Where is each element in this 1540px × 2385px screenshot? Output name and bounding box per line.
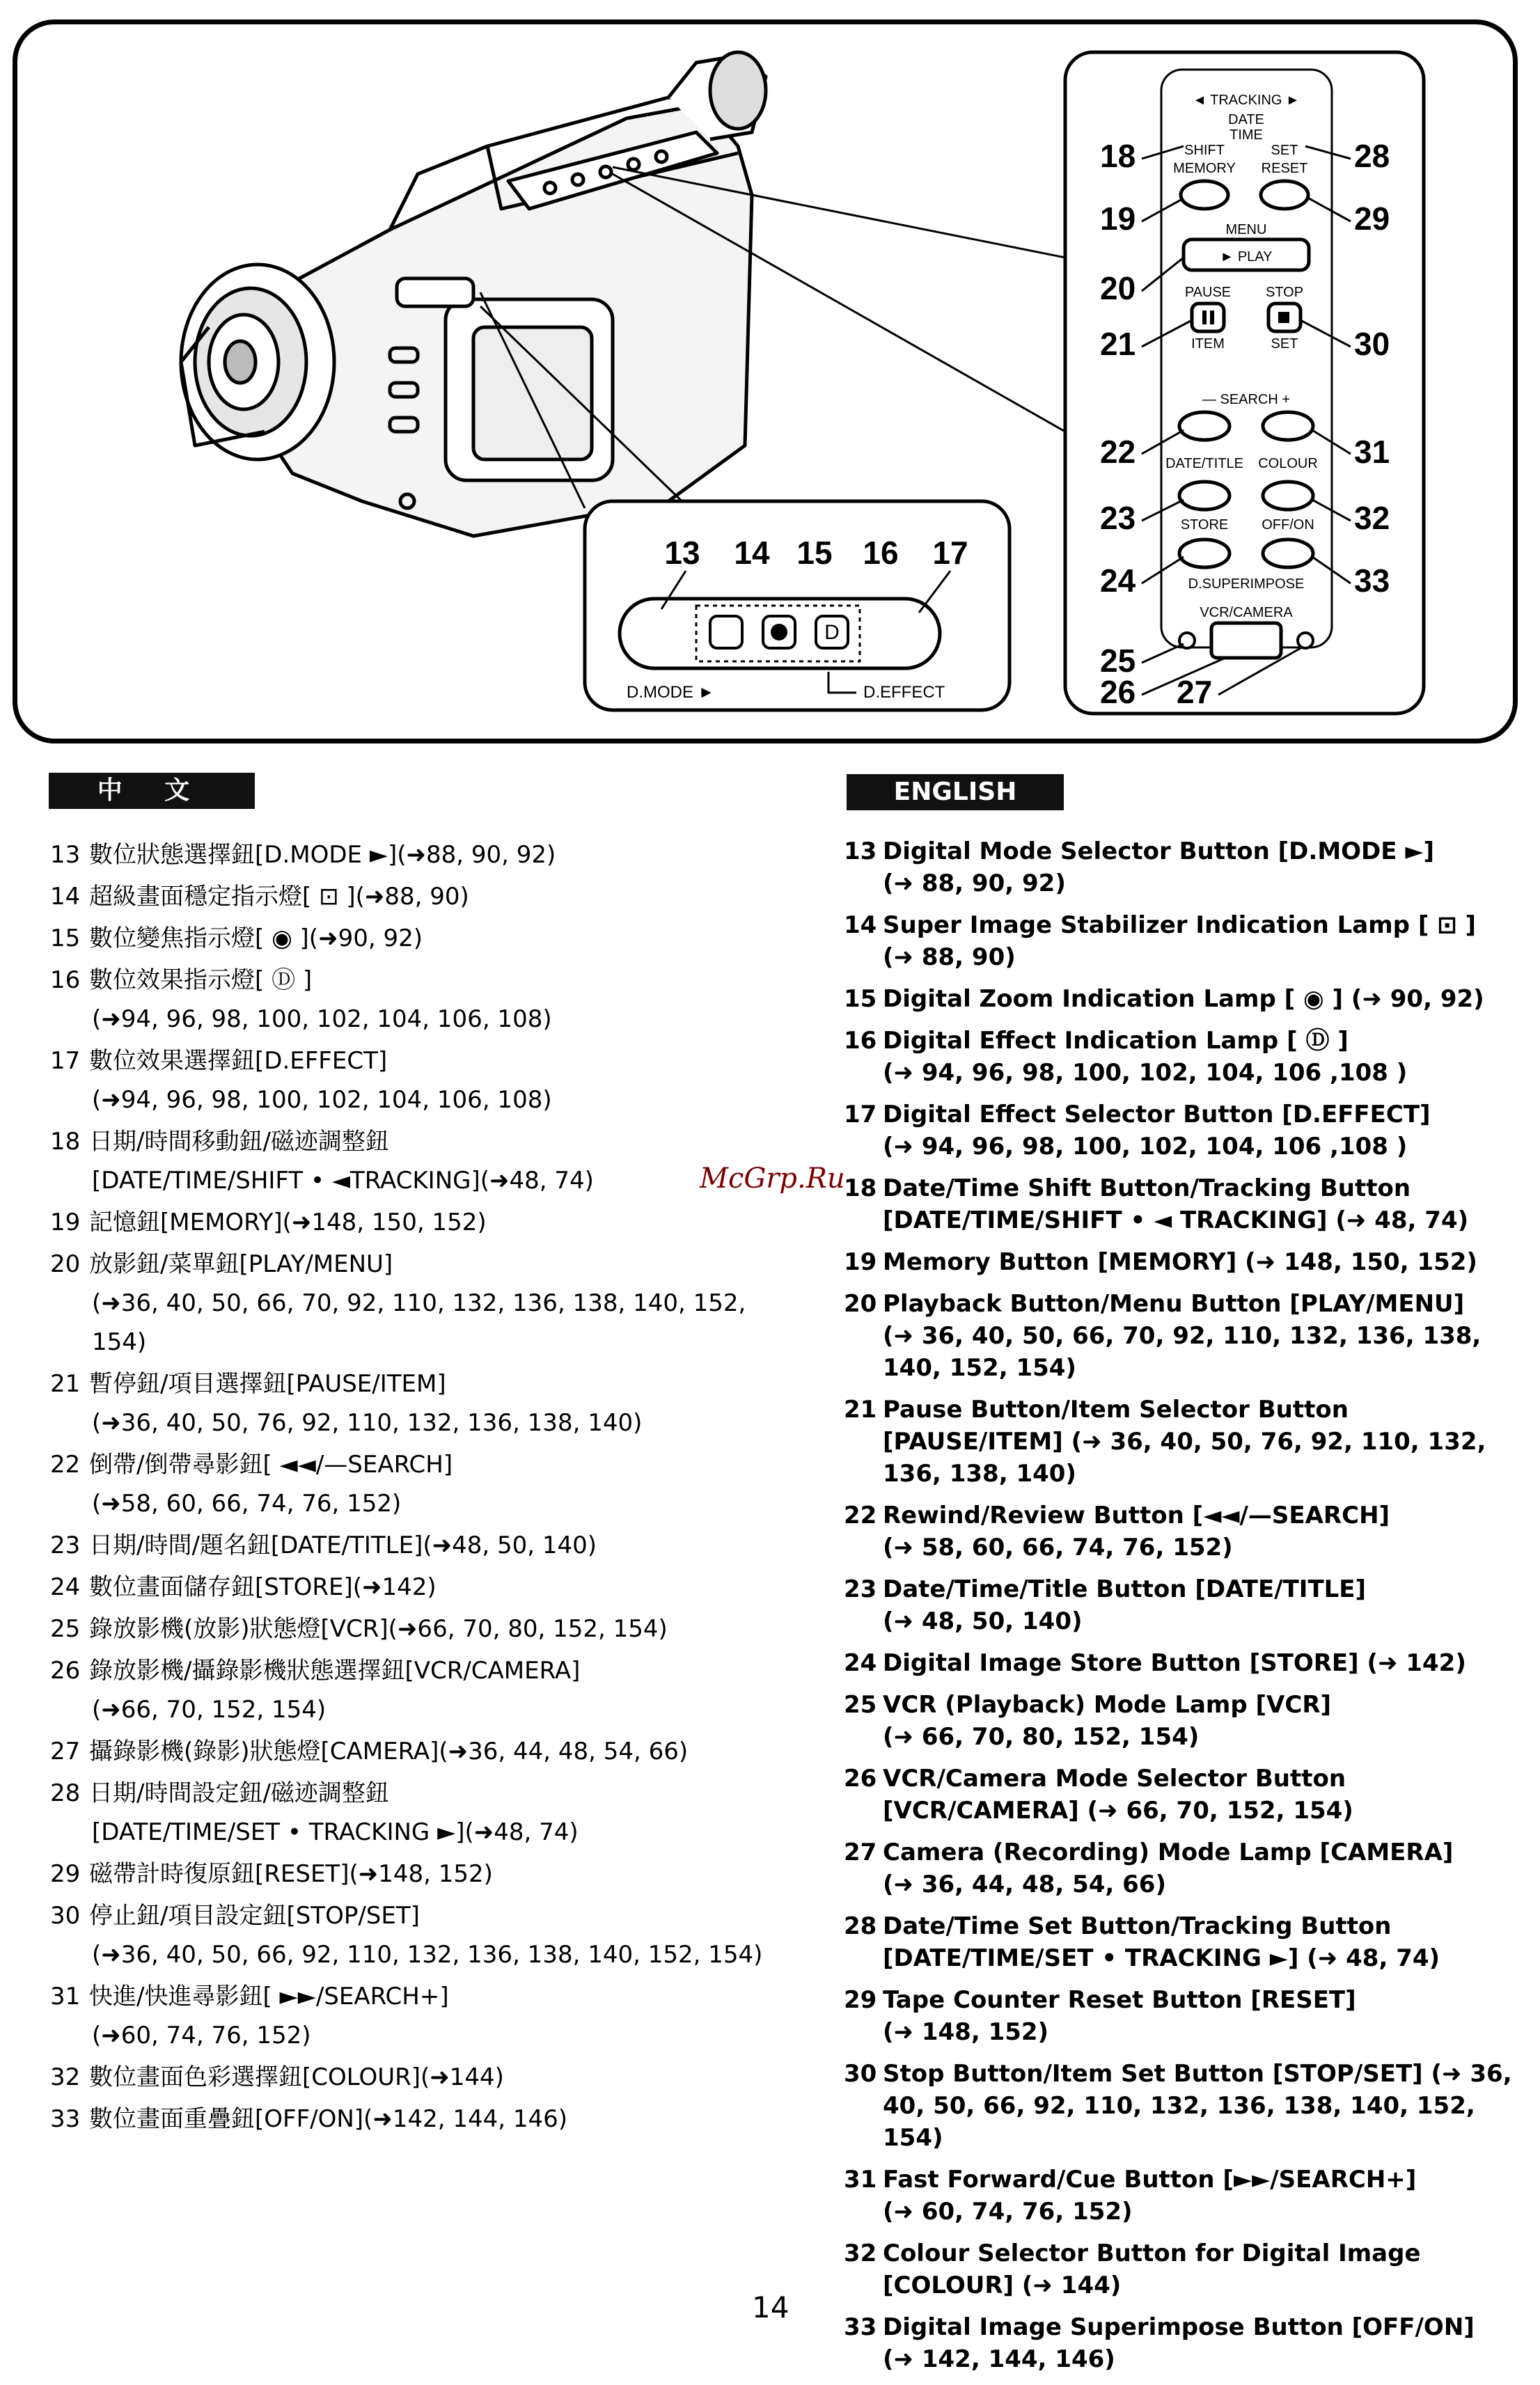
callout-22: 22: [1100, 434, 1136, 470]
callout-19: 19: [1100, 200, 1136, 237]
list-item: 20 放影鈕/菜單鈕[PLAY/MENU] (➜36, 40, 50, 66, 70, 92, 110, 132, 136, 138, 140, 152, 154): [50, 1250, 746, 1356]
list-item: 29 磁帶計時復原鈕[RESET](➜148, 152): [50, 1860, 493, 1888]
list-item: 16 Digital Effect Indication Lamp [ Ⓓ ] (➜ 94, 96, 98, 100, 102, 104, 106 ,108 ): [844, 1027, 1408, 1087]
search-label: — SEARCH +: [1202, 392, 1291, 407]
pause-button-shape: [1192, 304, 1224, 331]
list-item: 16 數位效果指示燈[ Ⓓ ] (➜94, 96, 98, 100, 102, 104, 106, 108): [50, 966, 552, 1033]
callout-16: 16: [863, 535, 899, 571]
list-item: 23 Date/Time/Title Button [DATE/TITLE] (➜ 48, 50, 140): [844, 1575, 1367, 1635]
list-item: 14 超級畫面穩定指示燈[ ⊡ ](➜88, 90): [50, 883, 469, 911]
chinese-item-list: [50, 835, 788, 2141]
callout-27: 27: [1177, 674, 1213, 710]
time-label: TIME: [1229, 127, 1263, 143]
camcorder-drawing: [181, 52, 1065, 536]
list-item: 21 暫停鈕/項目選擇鈕[PAUSE/ITEM] (➜36, 40, 50, 76, 92, 110, 132, 136, 138, 140): [50, 1370, 643, 1437]
memory-label: MEMORY: [1173, 161, 1236, 176]
chinese-section-header: 中 文: [49, 773, 255, 809]
menu-label: MENU: [1225, 222, 1267, 237]
list-item: 26 錄放影機/攝錄影機狀態選擇鈕[VCR/CAMERA] (➜66, 70, 152, 154): [50, 1657, 581, 1724]
callout-23: 23: [1100, 500, 1136, 536]
list-item: 18 Date/Time Shift Button/Tracking Button [DATE/TIME/SHIFT • ◄ TRACKING] (➜ 48, 74): [844, 1174, 1469, 1234]
camcorder-figure: [0, 0, 1540, 752]
list-item: 28 Date/Time Set Button/Tracking Button [DATE/TIME/SET • TRACKING ►] (➜ 48, 74): [844, 1912, 1440, 1972]
list-item: 31 快進/快進尋影鈕[ ►►/SEARCH+] (➜60, 74, 76, 152): [50, 1983, 449, 2049]
callout-30: 30: [1354, 326, 1390, 362]
list-item: 30 Stop Button/Item Set Button [STOP/SET] (➜ 36, 40, 50, 66, 92, 110, 132, 136, 138, 140, 152, 154): [844, 2060, 1512, 2152]
stop-label: STOP: [1265, 285, 1304, 300]
callout-15: 15: [796, 535, 833, 571]
callout-33: 33: [1354, 562, 1390, 599]
play-label: ► PLAY: [1220, 249, 1273, 265]
list-item: 22 倒帶/倒帶尋影鈕[ ◄◄/—SEARCH] (➜58, 60, 66, 74, 76, 152): [50, 1451, 453, 1518]
store-label: STORE: [1180, 517, 1229, 533]
callout-25: 25: [1100, 643, 1136, 679]
list-item: 33 數位畫面重疊鈕[OFF/ON](➜142, 144, 146): [50, 2105, 567, 2133]
d-superimpose-label: D.SUPERIMPOSE: [1188, 576, 1305, 592]
list-item: 23 日期/時間/題名鈕[DATE/TITLE](➜48, 50, 140): [50, 1532, 597, 1559]
list-item: 17 數位效果選擇鈕[D.EFFECT] (➜94, 96, 98, 100, 102, 104, 106, 108): [50, 1047, 552, 1114]
off-on-label: OFF/ON: [1262, 517, 1314, 533]
list-item: 26 VCR/Camera Mode Selector Button [VCR/CAMERA] (➜ 66, 70, 152, 154): [844, 1765, 1353, 1825]
list-item: 17 Digital Effect Selector Button [D.EFFECT] (➜ 94, 96, 98, 100, 102, 104, 106 ,108 ): [844, 1101, 1431, 1160]
inset-digital-buttons: [585, 501, 1009, 710]
list-item: 31 Fast Forward/Cue Button [►►/SEARCH+] (➜ 60, 74, 76, 152): [844, 2166, 1417, 2226]
list-item: 28 日期/時間設定鈕/磁迹調整鈕 [DATE/TIME/SET • TRACKING ►](➜48, 74): [50, 1779, 579, 1846]
english-section-header: ENGLISH: [847, 774, 1064, 810]
colour-label: COLOUR: [1258, 456, 1318, 471]
list-item: 24 Digital Image Store Button [STORE] (➜ 142): [844, 1649, 1466, 1677]
store-button-shape: [1179, 540, 1229, 567]
control-panel: [1065, 52, 1424, 714]
vcr-camera-label: VCR/CAMERA: [1200, 605, 1293, 620]
watermark: McGrp.Ru: [700, 1163, 845, 1195]
list-item: 15 數位變焦指示燈[ ◉ ](➜90, 92): [50, 924, 423, 952]
pause-label: PAUSE: [1184, 285, 1232, 300]
reset-button-shape: [1261, 181, 1308, 209]
shift-label: SHIFT: [1184, 143, 1225, 158]
list-item: 33 Digital Image Superimpose Button [OFF/ON] (➜ 142, 144, 146): [844, 2313, 1475, 2373]
callout-14: 14: [734, 535, 770, 571]
callout-13: 13: [664, 535, 700, 571]
callout-31: 31: [1354, 434, 1390, 470]
callout-24: 24: [1100, 562, 1136, 599]
english-item-list: [844, 835, 1519, 2385]
list-item: 22 Rewind/Review Button [◄◄/—SEARCH] (➜ 58, 60, 66, 74, 76, 152): [844, 1502, 1390, 1561]
memory-button-shape: [1181, 181, 1228, 209]
list-item: 20 Playback Button/Menu Button [PLAY/MENU] (➜ 36, 40, 50, 66, 70, 92, 110, 132, 136, 138, 140, 152, 154): [844, 1290, 1482, 1382]
effect-lamp-letter: D: [824, 621, 840, 644]
tracking-label: ◄ TRACKING ►: [1193, 93, 1300, 108]
callout-26: 26: [1100, 674, 1136, 710]
date-label: DATE: [1228, 112, 1264, 127]
set-small-label: SET: [1271, 336, 1298, 352]
callout-18: 18: [1100, 138, 1136, 174]
callout-32: 32: [1354, 500, 1390, 536]
list-item: 13 數位狀態選擇鈕[D.MODE ►](➜88, 90, 92): [50, 841, 556, 869]
callout-28: 28: [1354, 138, 1390, 174]
list-item: 24 數位畫面儲存鈕[STORE](➜142): [50, 1573, 437, 1601]
list-item: 25 VCR (Playback) Mode Lamp [VCR] (➜ 66, 70, 80, 152, 154): [844, 1691, 1332, 1751]
list-item: 15 Digital Zoom Indication Lamp [ ◉ ] (➜ 90, 92): [844, 985, 1484, 1013]
d-effect-label: D.EFFECT: [863, 683, 945, 702]
d-mode-label: D.MODE ►: [627, 683, 715, 702]
item-label: ITEM: [1191, 336, 1225, 352]
set-label: SET: [1271, 143, 1298, 158]
list-item: 25 錄放影機(放影)狀態燈[VCR](➜66, 70, 80, 152, 154): [50, 1615, 668, 1643]
ff-button-shape: [1263, 412, 1313, 440]
callout-17: 17: [932, 535, 968, 571]
off-on-button-shape: [1263, 540, 1313, 567]
list-item: 13 Digital Mode Selector Button [D.MODE ►] (➜ 88, 90, 92): [844, 837, 1435, 897]
list-item: 14 Super Image Stabilizer Indication Lamp [ ⊡ ] (➜ 88, 90): [844, 911, 1477, 971]
callout-29: 29: [1354, 200, 1390, 237]
colour-button-shape: [1263, 482, 1313, 510]
vcr-camera-switch-shape: [1211, 623, 1281, 658]
list-item: 30 停止鈕/項目設定鈕[STOP/SET] (➜36, 40, 50, 66, 92, 110, 132, 136, 138, 140, 152, 154): [50, 1902, 763, 1969]
list-item: 27 攝錄影機(錄影)狀態燈[CAMERA](➜36, 44, 48, 54, 66): [50, 1738, 689, 1765]
reset-label: RESET: [1261, 161, 1308, 176]
list-item: 21 Pause Button/Item Selector Button [PAUSE/ITEM] (➜ 36, 40, 50, 76, 92, 110, 132, 136, 138, 140): [844, 1396, 1486, 1488]
list-item: 27 Camera (Recording) Mode Lamp [CAMERA] (➜ 36, 44, 48, 54, 66): [844, 1839, 1454, 1898]
list-item: 32 Colour Selector Button for Digital Image [COLOUR] (➜ 144): [844, 2240, 1421, 2299]
page-number: 14: [752, 2290, 789, 2324]
date-title-label: DATE/TITLE: [1165, 456, 1243, 471]
list-item: 18 日期/時間移動鈕/磁迹調整鈕 [DATE/TIME/SHIFT • ◄TRACKING](➜48, 74): [50, 1128, 594, 1195]
callout-20: 20: [1100, 270, 1136, 306]
list-item: 29 Tape Counter Reset Button [RESET] (➜ 148, 152): [844, 1986, 1356, 2046]
list-item: 19 Memory Button [MEMORY] (➜ 148, 150, 152): [844, 1248, 1477, 1276]
list-item: 32 數位畫面色彩選擇鈕[COLOUR](➜144): [50, 2063, 504, 2091]
callout-21: 21: [1100, 326, 1136, 362]
rewind-button-shape: [1179, 412, 1229, 440]
list-item: 19 記憶鈕[MEMORY](➜148, 150, 152): [50, 1209, 487, 1236]
date-title-button-shape: [1179, 482, 1229, 510]
